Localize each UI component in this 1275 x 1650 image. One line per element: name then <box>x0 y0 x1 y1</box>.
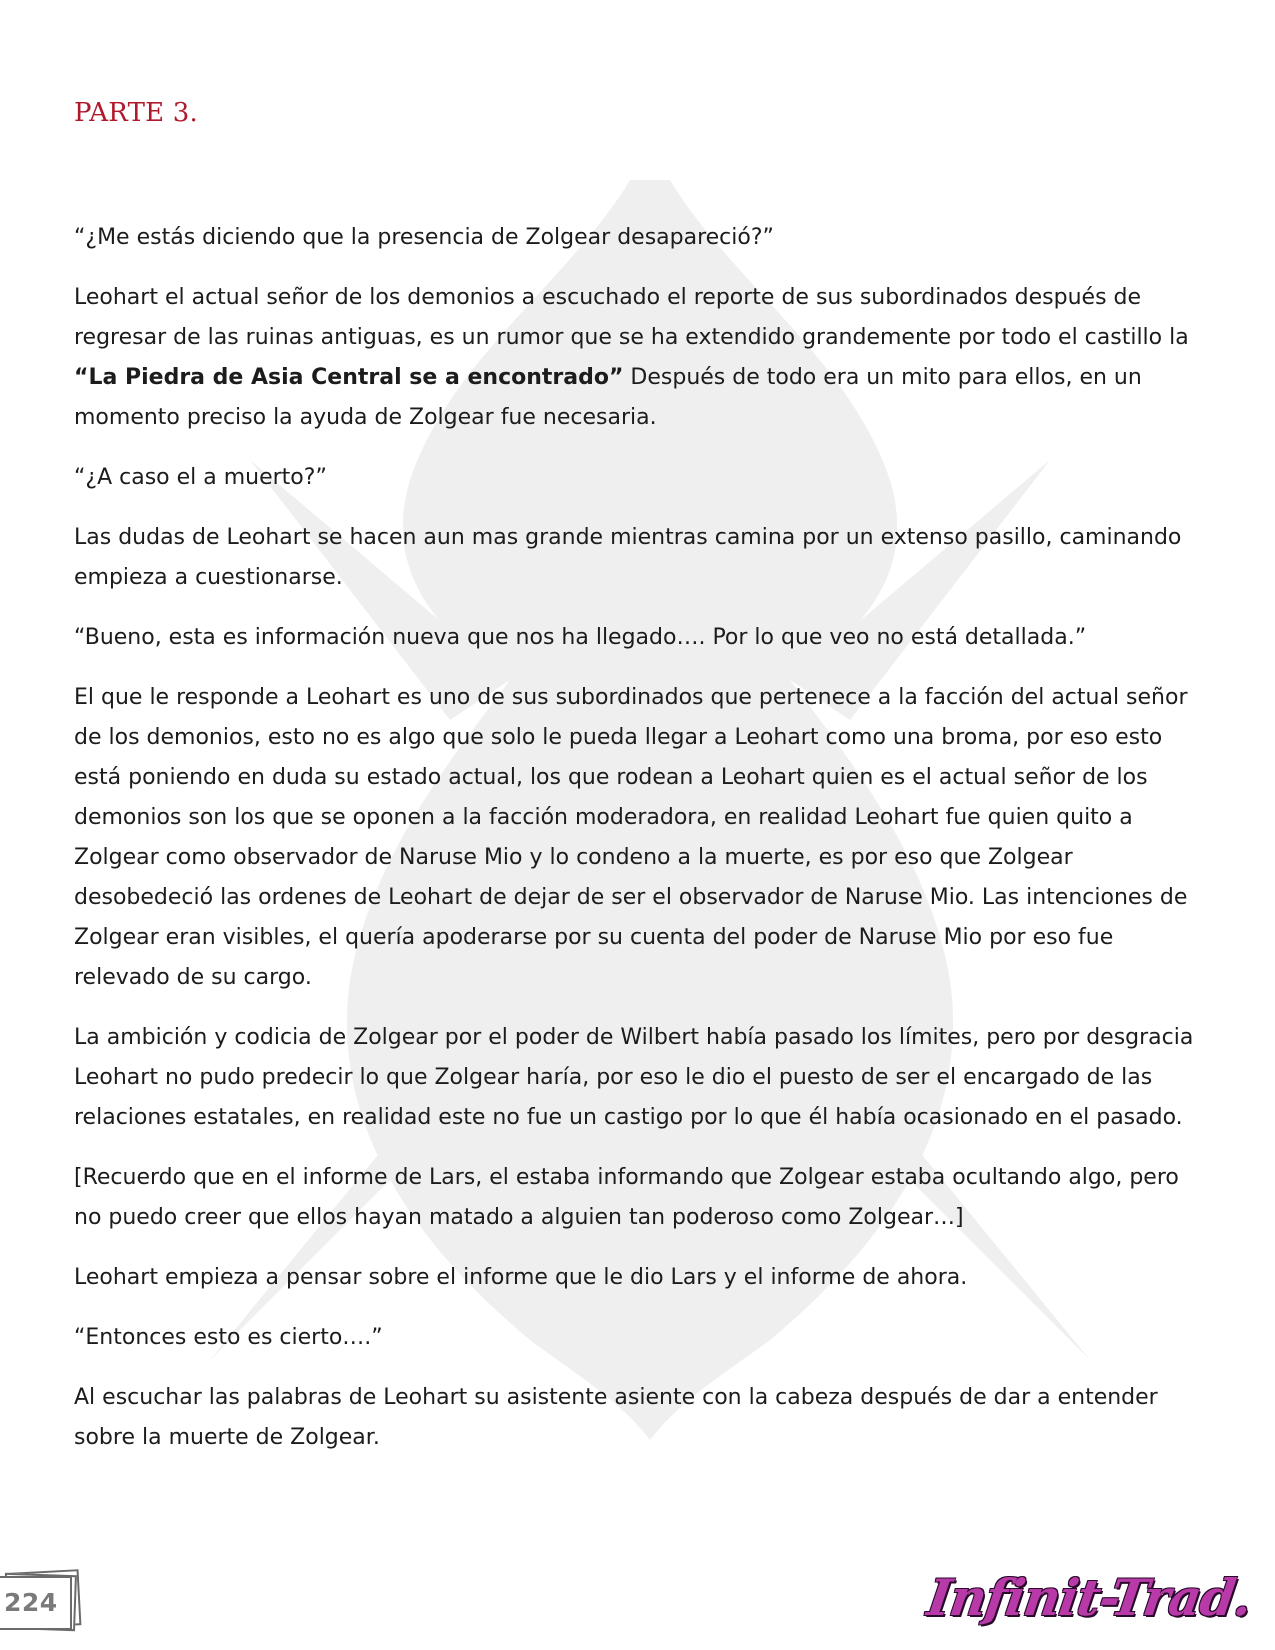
text-segment: “¿Me estás diciendo que la presencia de Zolgear desapareció?” <box>74 225 774 250</box>
paragraph <box>74 618 1204 658</box>
paragraph <box>74 1258 1204 1298</box>
paragraph <box>74 278 1204 438</box>
page-number-badge <box>0 1568 80 1630</box>
paragraph <box>74 1378 1204 1458</box>
paragraph <box>74 1318 1204 1358</box>
paragraph <box>74 1018 1204 1138</box>
text-segment: “Entonces esto es cierto….” <box>74 1325 383 1350</box>
page-number: 224 <box>4 1588 58 1617</box>
text-segment: “¿A caso el a muerto?” <box>74 465 327 490</box>
paragraph <box>74 678 1204 998</box>
paragraph <box>74 518 1204 598</box>
text-segment: Leohart el actual señor de los demonios a escuchado el reporte de sus subordinados después de regresar de las ruinas antiguas, es un rumor que se ha extendido grandemente por todo el castillo la <box>74 285 1189 350</box>
text-segment: Al escuchar las palabras de Leohart su asistente asiente con la cabeza después de dar a entender sobre la muerte de Zolgear. <box>74 1385 1158 1450</box>
chapter-body <box>74 218 1204 1478</box>
section-heading: PARTE 3. <box>74 98 198 128</box>
text-segment: [Recuerdo que en el informe de Lars, el estaba informando que Zolgear estaba ocultando algo, pero no puedo creer que ellos hayan matado a alguien tan poderoso como Zolgear…] <box>74 1165 1179 1230</box>
text-segment: La ambición y codicia de Zolgear por el poder de Wilbert había pasado los límites, pero por desgracia Leohart no pudo predecir lo que Zolgear haría, por eso le dio el puesto de ser el encargado de las relaciones estatales, en realidad este no fue un castigo por lo que él había ocasionado en el pasado. <box>74 1025 1194 1130</box>
translator-logo: Infinit-Trad. <box>924 1568 1256 1627</box>
text-segment: El que le responde a Leohart es uno de sus subordinados que pertenece a la facción del actual señor de los demonios, esto no es algo que solo le pueda llegar a Leohart como una broma, por eso esto está poniendo en duda su estado actual, los que rodean a Leohart quien es el actual señor de los demonios son los que se oponen a la facción moderadora, en realidad Leohart fue quien quito a Zolgear como observador de Naruse Mio y lo condeno a la muerte, es por eso que Zolgear desobedeció las ordenes de Leohart de dejar de ser el observador de Naruse Mio. Las intenciones de Zolgear eran visibles, el quería apoderarse por su cuenta del poder de Naruse Mio por eso fue relevado de su cargo. <box>74 685 1188 990</box>
text-segment: Las dudas de Leohart se hacen aun mas grande mientras camina por un extenso pasillo, caminando empieza a cuestionarse. <box>74 525 1182 590</box>
paragraph <box>74 458 1204 498</box>
text-segment: Leohart empieza a pensar sobre el informe que le dio Lars y el informe de ahora. <box>74 1265 968 1290</box>
text-segment: Después de todo era un mito para ellos, en un momento preciso la ayuda de Zolgear fue necesaria. <box>74 365 1142 430</box>
paragraph <box>74 218 1204 258</box>
text-segment: “Bueno, esta es información nueva que nos ha llegado…. Por lo que veo no está detallada.” <box>74 625 1087 650</box>
paragraph <box>74 1158 1204 1238</box>
bold-phrase: “La Piedra de Asia Central se a encontrado” <box>74 365 624 390</box>
